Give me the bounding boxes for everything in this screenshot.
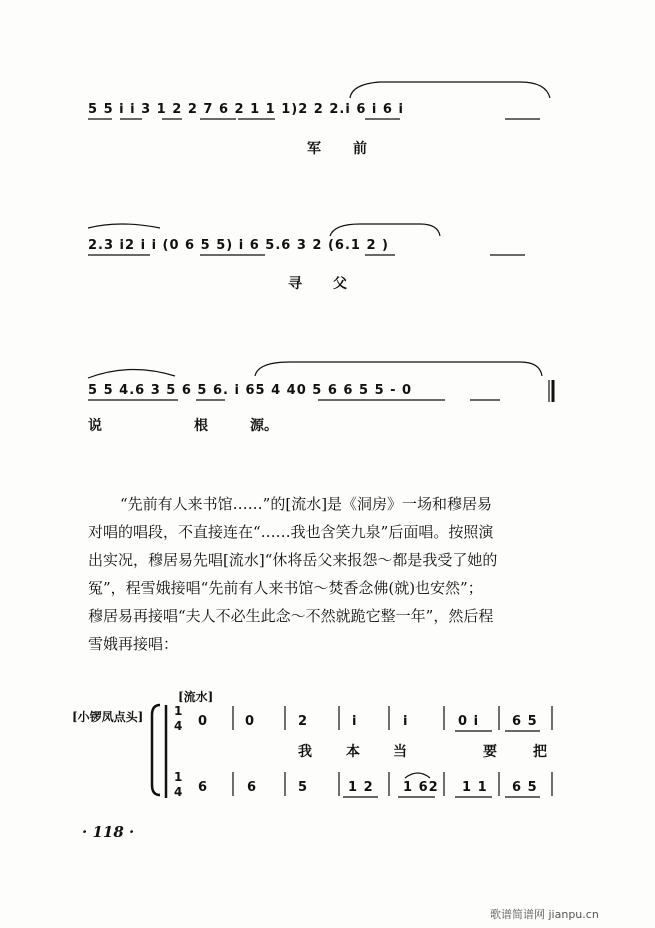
vocal-bar-3: 2	[298, 714, 309, 729]
slur-row3-a	[88, 369, 175, 378]
vocal-bar-2: 0	[245, 714, 256, 729]
music-row-3: 5 5 4.6 3 5 6 5 6. i 65 4 40 5 6 6 5 5 - 0	[88, 383, 413, 398]
slur-row2	[330, 224, 440, 236]
score-beams	[343, 731, 540, 797]
para-line-1: “先前有人来书馆……”的[流水]是《洞房》一场和穆居易	[120, 495, 493, 513]
vocal-bar-7: 6 5	[512, 714, 538, 729]
score-lyric-5: 把	[533, 744, 547, 760]
lyric-row3-2: 根	[194, 418, 208, 434]
slur-row1	[350, 82, 550, 98]
lyric-row1-1: 军	[307, 141, 321, 157]
time-sig-top-2: 1	[174, 770, 184, 784]
score-lyric-1: 我	[298, 744, 312, 760]
time-sig-bottom-2: 4	[174, 785, 184, 799]
accomp-barlines	[233, 772, 552, 796]
lyric-row3-1: 说	[88, 418, 102, 434]
lyric-row3-3: 源。	[250, 418, 278, 434]
page-number: · 118 ·	[82, 823, 135, 841]
para-line-6: 雪娥再接唱：	[88, 635, 179, 653]
accomp-bar-7: 6 5	[512, 780, 538, 795]
score-lyric-3: 当	[393, 744, 407, 760]
score-slur	[405, 773, 430, 778]
para-line-4: 冤”，程雪娥接唱“先前有人来书馆～焚香念佛(就)也安然”；	[88, 579, 483, 597]
para-line-5: 穆居易再接唱“夫人不必生此念～不然就跪它整一年”，然后程	[88, 607, 494, 625]
section-label: [流水]	[178, 690, 214, 704]
slur-row3-b	[255, 362, 542, 376]
accomp-bar-2: 6	[247, 780, 258, 795]
accomp-bar-5: 1 62	[403, 780, 439, 795]
vocal-bar-1: 0	[198, 714, 209, 729]
watermark: 歌谱简谱网 jianpu.cn	[490, 908, 599, 921]
system-brace	[152, 705, 160, 795]
vocal-bar-6: 0 i	[458, 714, 480, 729]
score-lyric-4: 要	[483, 744, 497, 760]
music-row-1: 5 5 i i 3 1 2 2 7 6 2 1 1 1)2 2 2.i 6 i 6 i	[88, 102, 404, 117]
time-sig-bottom-1: 4	[174, 719, 184, 733]
music-row-2: 2.3 i2 i i (0 6 5 5) i 6 5.6 3 2 (6.1 2 )	[88, 238, 389, 253]
vocal-barlines	[233, 706, 552, 730]
accomp-bar-3: 5	[298, 780, 309, 795]
lyric-row1-2: 前	[353, 141, 367, 157]
accomp-bar-4: 1 2	[348, 780, 374, 795]
lyric-row2-1: 寻	[288, 276, 302, 292]
vocal-bar-4: i	[352, 714, 358, 729]
score-lyric-2: 本	[346, 744, 360, 760]
lyric-row2-2: 父	[333, 276, 347, 292]
time-sig-top-1: 1	[174, 704, 184, 718]
para-line-2: 对唱的唱段，不直接连在“……我也含笑九泉”后面唱。按照演	[88, 523, 494, 541]
accomp-bar-1: 6	[198, 780, 209, 795]
para-line-3: 出实况，穆居易先唱[流水]“休将岳父来报怨～都是我受了她的	[88, 551, 498, 569]
slur-row2-a	[88, 224, 160, 228]
vocal-bar-5: i	[403, 714, 409, 729]
prefix-label: [小锣凤点头]	[72, 710, 144, 724]
accomp-bar-6: 1 1	[462, 780, 488, 795]
